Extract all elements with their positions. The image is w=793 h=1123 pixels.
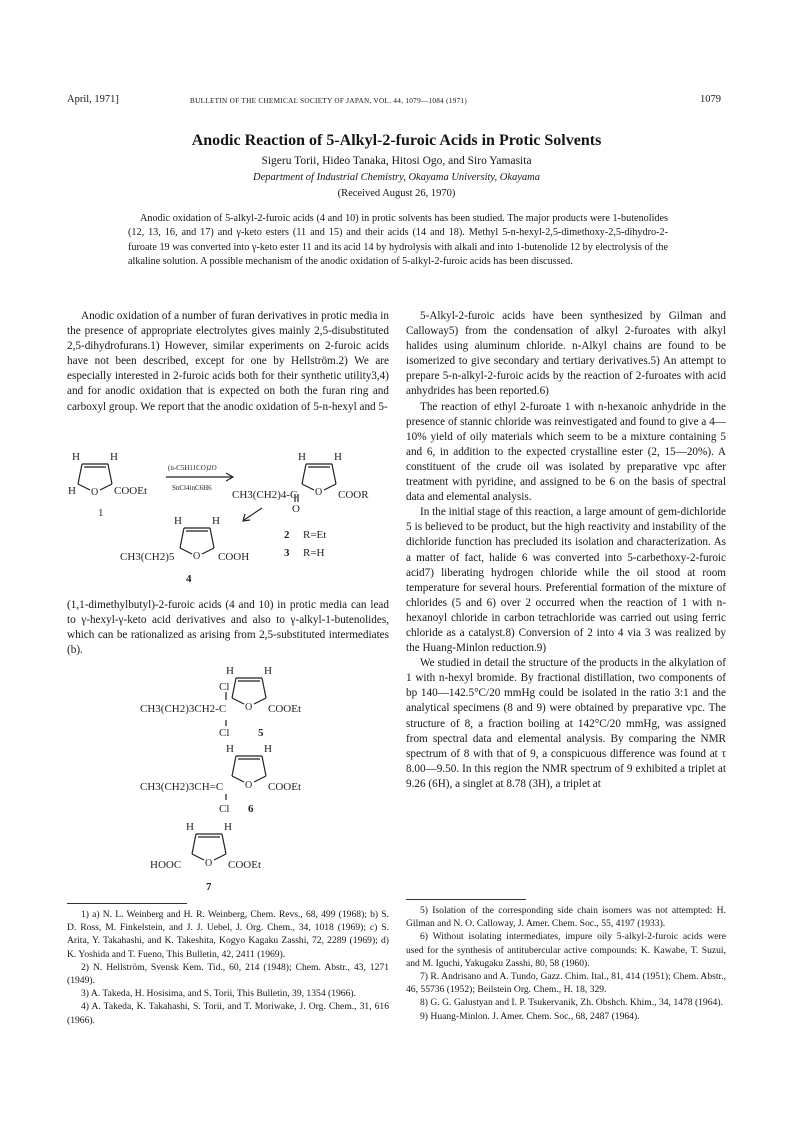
footnote: 8) G. G. Galustyan and I. P. Tsukervanik, Zh. Obshch. Khim., 34, 1478 (1964). [420,997,723,1009]
ring-oxygen: O [193,551,201,562]
paragraph: In the initial stage of this reaction, a large amount of gem-dichloride 5 is believed to be product, but the high reactivity and instability of the dichloride function has precluded its isolation and characterization. As a matter of fact, halide 6 was converted into 5-carbethoxy-2-furoic acid7) liberating hydrogen chloride while the oil stood at room temperature for several hours. Preferential formation of the mixture of chlorides (5 and 6) over 2 occurred when the reaction of 1 with n-hexanoyl chloride in carbon tetrachloride was carried out using ferric chloride as a catalyst.8) Conversion of 2 into 4 via 3 was realized by the Huang-Minlon reduction.9) [406,506,726,655]
ring-oxygen: O [245,702,253,713]
intro-paragraph: Anodic oxidation of a number of furan derivatives in protic media in the presence of appropriate electrolytes gives mainly 2,5-disubstituted 2,5-dihydrofurans.1) However, similar experiments on 2-furoic acids have not been described, except for one by Hellström.2) We are especially interested in 2-furoic acids both for their synthetic utility3,4) and for anodic oxidation that is expected on both the furan ring and carboxyl group. We report that the anodic oxidation of 5-n-hexyl and 5- [67,310,389,413]
h-atom: H [224,821,232,833]
footnote: 9) Huang-Minlon. J. Amer. Chem. Soc., 68, 2487 (1964). [420,1010,640,1022]
chlorine-atom: Cl [219,681,230,693]
affiliation: Department of Industrial Chemistry, Okayama University, Okayama [253,172,540,183]
compound-label-7: 7 [206,881,212,893]
r-group-2: R=Et [303,529,327,541]
footnote-rule [67,903,187,904]
h-atom: H [298,451,306,463]
footnote: 1) a) N. L. Weinberg and H. R. Weinberg, Chem. Revs., 68, 499 (1968); b) S. D. Ross, M. Finkelstein, and J. J. Uebel, J. Org. Chem., 34, 1018 (1969); c) S. Arita, Y. Takahashi, and K. Takeshita, Kogyo Kagaku Zasshi, 72, 2289 (1969); d) K. Yoshida and T. Fueno, This Bulletin, 42, 2411 (1969). [67,909,389,960]
right-column [406,309,726,792]
h-atom: H [174,515,182,527]
footnote: 7) R. Andrisano and A. Tundo, Gazz. Chim. Ital., 81, 414 (1951); Chem. Abstr., 46, 55736 (1952); Beilstein Org. Chem., H. 18, 329. [406,971,726,996]
footnote: 6) Without isolating intermediates, impure oily 5-alkyl-2-furoic acids were used for the synthesis of antitubercular active compounds: K. Kawabe, T. Suzui, and M. Iguchi, Yakugaku Zasshi, 80, 58 (1960). [406,931,726,969]
left-column-continued [67,598,389,658]
author-list: Sigeru Torii, Hideo Tanaka, Hitosi Ogo, and Siro Yamasita [261,155,532,167]
h-atom: H [264,665,272,677]
h-atom: H [212,515,220,527]
chlorine-atom: Cl [219,803,230,815]
reagent-anhydride: (n-C5H11CO)2O [168,464,217,472]
reagent-catalyst: SnCl4inC6H6 [172,484,212,492]
pentyl-chain: CH3(CH2)3CH2-C [140,703,227,715]
paragraph: The reaction of ethyl 2-furoate 1 with n-hexanoic anhydride in the presence of stannic chloride was reinvestigated and found to give a 4—10% yield of oily materials which seem to be a mixture containing 5 and 6, in addition to the expected crystalline ester (2, 15—20%). A constituent of the crude oil was isolated by preparative vpc after treatment with pyridine, and assigned to be 6 on the basis of spectral data and elemental analysis. [406,400,726,504]
left-column-intro [67,309,389,415]
r-group-3: R=H [303,547,325,559]
ring-oxygen: O [91,487,99,498]
substituent-coo-et: COOEt [268,703,301,715]
h-atom: H [264,743,272,755]
h-atom: H [226,665,234,677]
acyl-chain: CH3(CH2)4-C [232,489,298,501]
compound-label-6: 6 [248,803,254,815]
ring-oxygen: O [245,780,253,791]
compound-label-5: 5 [258,727,264,739]
running-header-journal: BULLETIN OF THE CHEMICAL SOCIETY OF JAPAN, VOL. 44, 1079—1084 (1971) [190,97,468,105]
h-atom: H [334,451,342,463]
hexyl-chain: CH3(CH2)5 [120,551,175,563]
footnote-rule [406,899,526,900]
substituent-coo-et: COOEt [114,485,147,497]
carboxyl-group: HOOC [150,859,182,871]
footnote: 4) A. Takeda, K. Takahashi, S. Torii, and T. Moriwake, J. Org. Chem., 31, 616 (1966). [67,1001,389,1026]
substituent-coo-et: COOEt [228,859,261,871]
footnotes-right [406,904,726,1023]
h-atom: H [226,743,234,755]
chlorine-atom: Cl [219,727,230,739]
page-number: 1079 [700,94,721,105]
compound-label-2: 2 [284,529,290,541]
compound-label-4: 4 [186,573,192,585]
footnote: 3) A. Takeda, H. Hosisima, and S. Torii, This Bulletin, 39, 1354 (1966). [81,988,356,1000]
h-atom: H [72,451,80,463]
footnote: 2) N. Hellström, Svensk Kem. Tid., 60, 214 (1948); Chem. Abstr., 43, 1271 (1949). [67,961,389,987]
ring-oxygen: O [205,858,213,869]
footnotes-left [67,908,389,1027]
running-header-left: April, 1971] [67,94,119,105]
paragraph: 5-Alkyl-2-furoic acids have been synthesized by Gilman and Calloway5) from the condensation of alkyl 2-furoates with alkyl halides using aluminum chloride. n-Alkyl chains are found to be isomerized to give secondary and tertiary derivatives.5) An attempt to prepare 5-n-alkyl-2-furoic acids by the reaction of 2-furoates with acid anhydrides has been reported.6) [406,310,726,398]
compound-label-3: 3 [284,547,290,559]
received-date: (Received August 26, 1970) [337,188,456,199]
ring-oxygen: O [315,487,323,498]
substituent-coor: COOR [338,489,369,501]
substituent-cooh: COOH [218,551,250,563]
paragraph: (1,1-dimethylbutyl)-2-furoic acids (4 and 10) in protic media can lead to γ-hexyl-γ-keto acid derivatives and also to γ-alkyl-1-butenolides, which can be rationalized as arising from 2,5-substituted intermediates (b). [67,599,389,657]
compound-label-1: 1 [98,507,104,519]
abstract: Anodic oxidation of 5-alkyl-2-furoic acids (4 and 10) in protic solvents has been studied. The major products were 1-butenolides (12, 13, 16, and 17) and γ-keto esters (11 and 15) and their acids (14 and 18). Methyl 5-n-hexyl-2,5-dimethoxy-2,5-dihydro-2-furoate 19 was converted into γ-keto ester 11 and its acid 14 by hydrolysis with alkali and into 1-butenolide 12 by electrolysis of the alkaline solution. A possible mechanism of the anodic oxidation of 5-alkyl-2-furoic acids has been discussed. [128,213,668,267]
carbonyl-oxygen: O [292,503,300,515]
reaction-scheme-1 [62,450,394,590]
paragraph: We studied in detail the structure of the products in the alkylation of 1 with n-hexyl bromide. By fractional distillation, two components of bp 140—142.5°C/20 mmHg could be isolated in the ratio 3:1 and the analytical specimens (8 and 9) were obtained by preparative vpc. The structure of 8, a fraction boiling at 142°C/20 mmHg, was assigned from spectral data and elemental analysis. By comparing the NMR spectrum of 8 with that of 9, a conspicuous difference was found at τ 8.00—9.50. In this region the NMR spectrum of 9 exhibited a triplet at 9.26 (6H), a singlet at 8.78 (3H), a triplet at [406,657,726,790]
substituent-coo-et: COOEt [268,781,301,793]
reaction-scheme-2 [130,664,380,896]
h-atom: H [110,451,118,463]
footnote: 5) Isolation of the corresponding side chain isomers was not attempted: H. Gilman and N. O. Calloway, J. Amer. Chem. Soc., 55, 4197 (1933). [406,905,726,930]
h-atom: H [68,485,76,497]
article-title: Anodic Reaction of 5-Alkyl-2-furoic Acids in Protic Solvents [191,132,602,149]
h-atom: H [186,821,194,833]
pentenyl-chain: CH3(CH2)3CH=C [140,781,224,793]
